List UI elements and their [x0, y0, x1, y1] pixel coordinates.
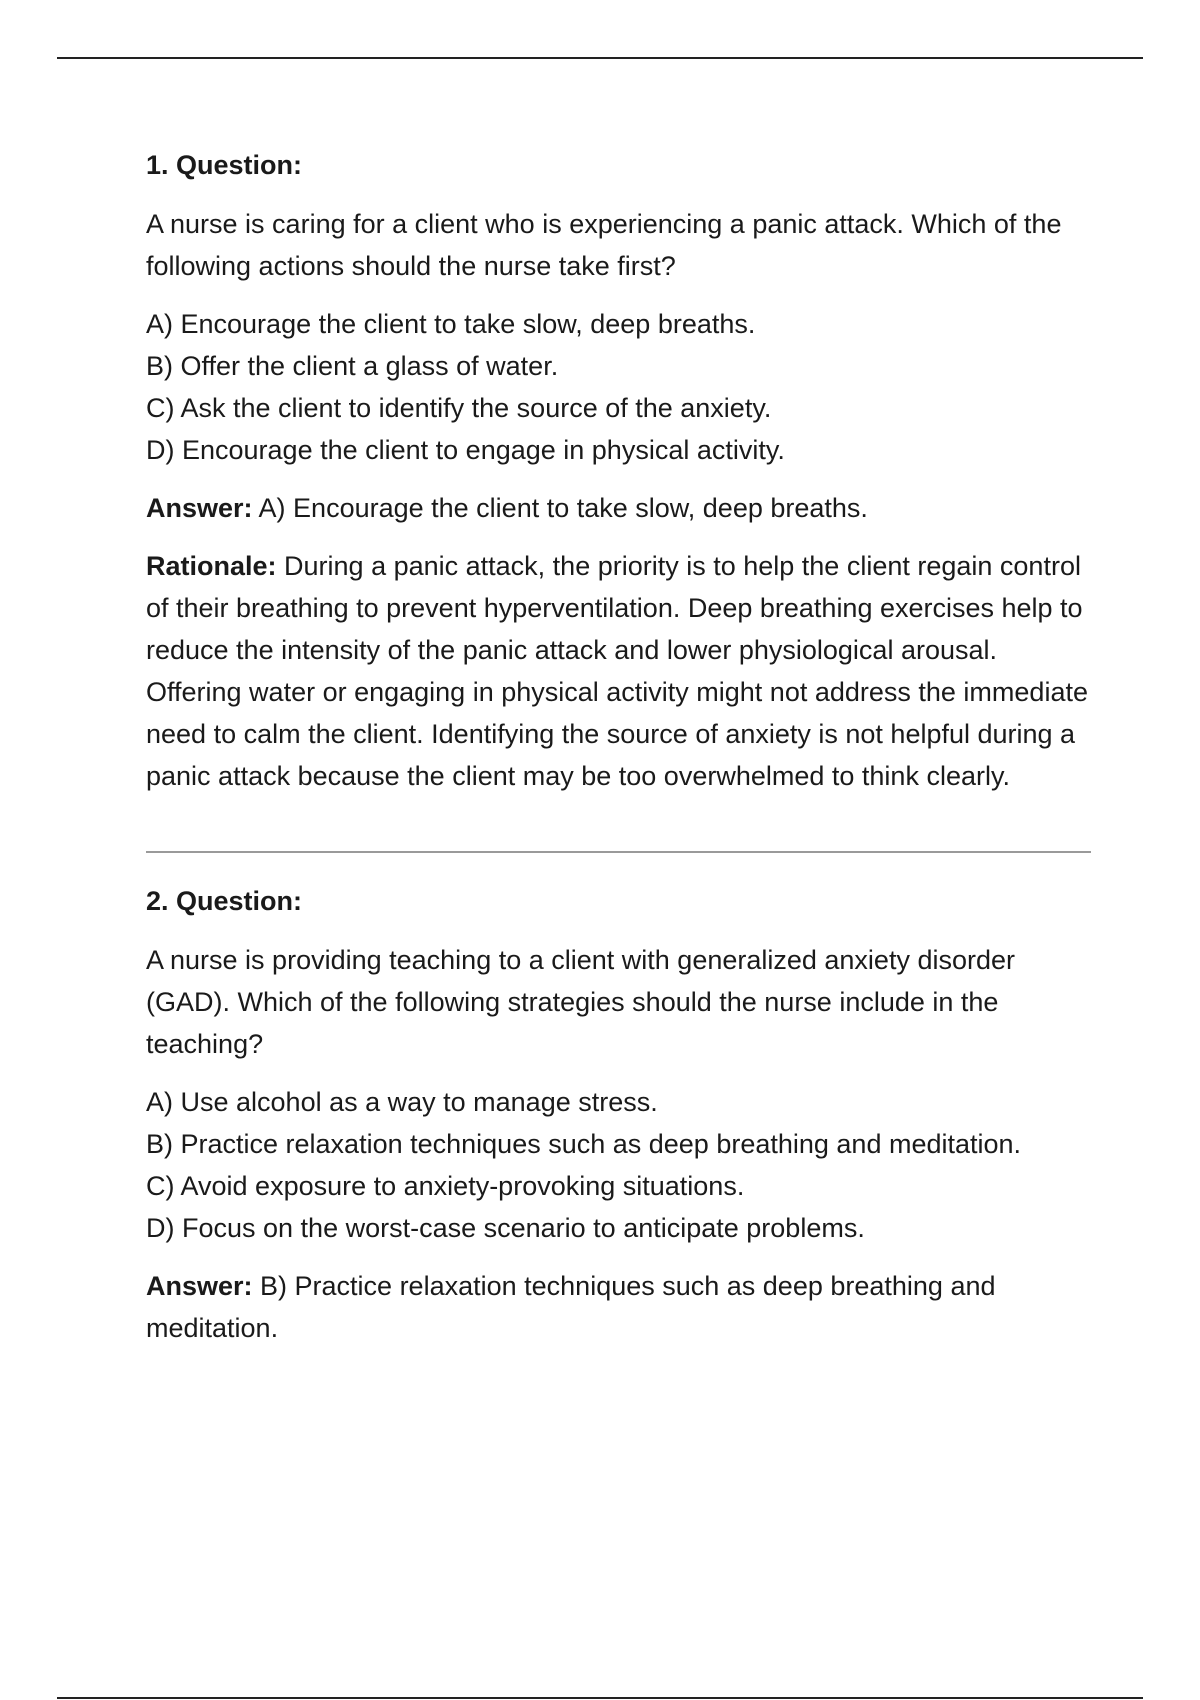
- answer-label: Answer:: [146, 493, 253, 523]
- option-list: [146, 1081, 1096, 1249]
- option-d: D) Focus on the worst-case scenario to anticipate problems.: [146, 1213, 865, 1243]
- answer-text: A) Encourage the client to take slow, deep breaths.: [252, 493, 868, 523]
- question-heading: 2. Question:: [146, 886, 303, 916]
- question-2: [146, 881, 1096, 1349]
- question-divider: [146, 851, 1091, 853]
- option-c: C) Ask the client to identify the source of the anxiety.: [146, 393, 772, 423]
- bottom-page-rule: [57, 1697, 1143, 1699]
- option-c: C) Avoid exposure to anxiety-provoking situations.: [146, 1171, 745, 1201]
- answer-label: Answer:: [146, 1271, 253, 1301]
- answer-line: [146, 1265, 1096, 1349]
- option-b: B) Practice relaxation techniques such as deep breathing and meditation.: [146, 1129, 1022, 1159]
- answer-text: B) Practice relaxation techniques such as deep breathing and meditation.: [146, 1271, 996, 1343]
- option-b: B) Offer the client a glass of water.: [146, 351, 559, 381]
- document-body: [146, 145, 1096, 1365]
- option-a: A) Use alcohol as a way to manage stress.: [146, 1087, 658, 1117]
- option-d: D) Encourage the client to engage in physical activity.: [146, 435, 785, 465]
- question-1: [146, 145, 1096, 797]
- option-list: [146, 303, 1096, 471]
- rationale-label: Rationale:: [146, 551, 277, 581]
- top-page-rule: [57, 57, 1143, 59]
- option-a: A) Encourage the client to take slow, deep breaths.: [146, 309, 756, 339]
- question-text: A nurse is providing teaching to a client with generalized anxiety disorder (GAD). Which of the following strategies should the nurse include in the teaching?: [146, 945, 1015, 1059]
- answer-line: [146, 487, 1096, 529]
- question-text: A nurse is caring for a client who is experiencing a panic attack. Which of the following actions should the nurse take first?: [146, 209, 1062, 281]
- rationale-paragraph: [146, 545, 1096, 797]
- question-heading: 1. Question:: [146, 150, 303, 180]
- rationale-text: During a panic attack, the priority is to help the client regain control of their breathing to prevent hyperventilation. Deep breathing exercises help to reduce the intensity of the panic attack and lower physiological arousal. Offering water or engaging in physical activity might not address the immediate need to calm the client. Identifying the source of anxiety is not helpful during a panic attack because the client may be too overwhelmed to think clearly.: [146, 551, 1088, 791]
